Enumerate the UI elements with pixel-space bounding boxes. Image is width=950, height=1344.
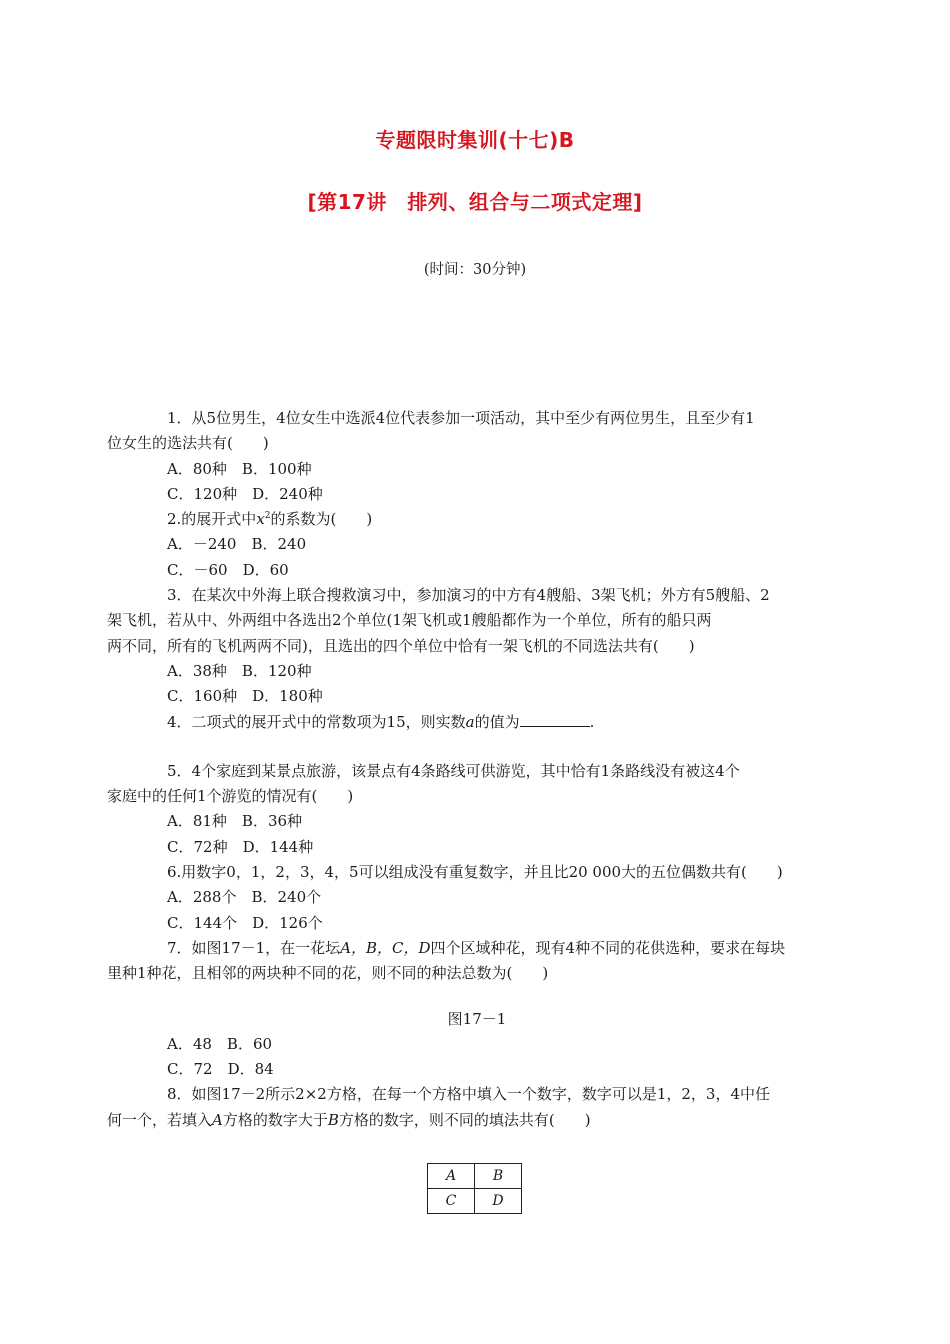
figure-caption: 图17－1 (447, 1009, 507, 1028)
question-5-options-cd: C．72种 D．144种 (167, 837, 314, 856)
grid-cell-b: B (475, 1164, 522, 1189)
question-7-options-cd: C．72 D．84 (167, 1060, 274, 1079)
question-list (107, 406, 817, 1133)
answer-blank[interactable] (520, 712, 590, 727)
question-6-text: 6.用数字0，1，2，3，4，5可以组成没有重复数字，并且比20 000大的五位偶数共有( ) (167, 863, 783, 882)
grid-figure (427, 1163, 522, 1214)
question-1-options-ab: A．80种 B．100种 (167, 459, 312, 478)
question-5-options-ab: A．81种 B．36种 (167, 812, 303, 831)
question-4-text: 4．二项式的展开式中的常数项为15，则实数a的值为 . (167, 712, 595, 731)
question-6-options-ab: A．288个 B．240个 (167, 888, 322, 907)
question-2-options-ab: A．－240 B．240 (167, 535, 307, 554)
page-title: 专题限时集训(十七)B (375, 128, 575, 152)
time-limit: (时间：30分钟) (423, 262, 527, 278)
page-subtitle: [第17讲 排列、组合与二项式定理] (307, 190, 643, 214)
grid-cell-d: D (475, 1189, 522, 1214)
question-2-options-cd: C．－60 D．60 (167, 560, 289, 579)
question-8-text: 8．如图17－2所示2×2方格，在每一个方格中填入一个数字，数字可以是1，2，3，4中任 何一个，若填入A方格的数字大于B方格的数字，则不同的填法共有( ) (107, 1085, 771, 1129)
grid-cell-a: A (428, 1164, 475, 1189)
question-6-options-cd: C．144个 D．126个 (167, 913, 323, 932)
question-7-text: 7．如图17－1，在一花坛A，B，C，D四个区域种花，现有4种不同的花供选种，要求在每块 里种1种花，且相邻的两块种不同的花，则不同的种法总数为( ) (107, 938, 786, 983)
question-5-text: 5．4个家庭到某景点旅游，该景点有4条路线可供游览，其中恰有1条路线没有被这4个 家庭中的任何1个游览的情况有( ) (107, 761, 740, 806)
question-1-text: 1．从5位男生，4位女生中选派4位代表参加一项活动，其中至少有两位男生，且至少有1 位女生的选法共有( ) (107, 409, 755, 453)
question-2-text: 2.的展开式中$x^2$的系数为( ) (167, 510, 373, 529)
question-3-options-cd: C．160种 D．180种 (167, 687, 323, 706)
question-3-options-ab: A．38种 B．120种 (167, 661, 312, 680)
question-1-options-cd: C．120种 D．240种 (167, 484, 323, 503)
question-7-options-ab: A．48 B．60 (167, 1034, 273, 1053)
grid-cell-c: C (428, 1189, 475, 1214)
question-3-text: 3．在某次中外海上联合搜救演习中，参加演习的中方有4艘船、3架飞机；外方有5艘船、2 架飞机，若从中、外两组中各选出2个单位(1架飞机或1艘船都作为一个单位，所有的船只两 两不同，所有的飞机两两不同)，且选出的四个单位中恰有一架飞机的不同选法共有( ) (107, 586, 770, 655)
